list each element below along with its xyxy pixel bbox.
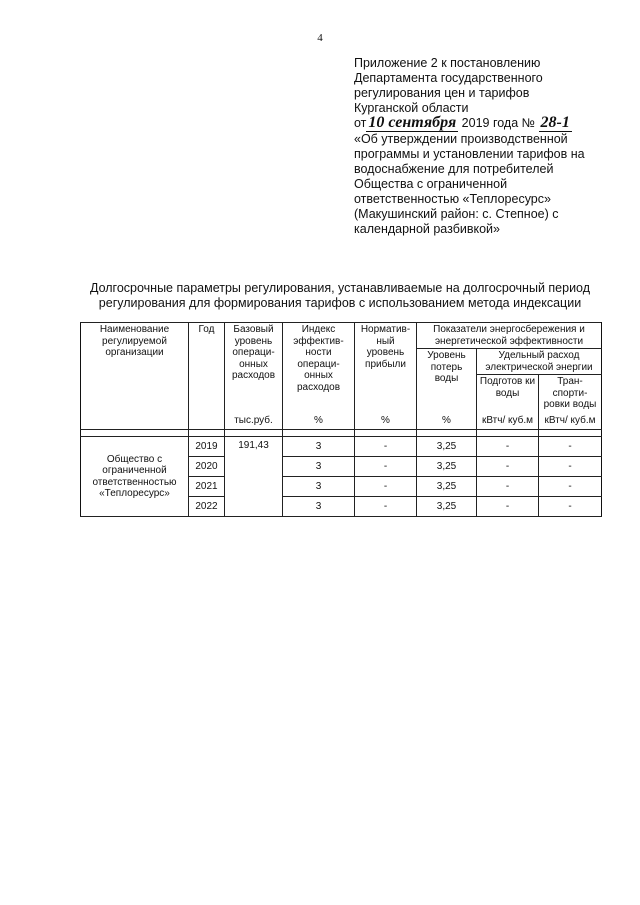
organization-name: Общество с ограниченной ответственностью «Теплоресурс»: [81, 437, 189, 517]
row-prep: -: [477, 477, 539, 497]
page-number: 4: [317, 32, 323, 44]
spacer-cell: [477, 430, 539, 437]
header-water-transport: Тран-спорти-ровки воды: [539, 375, 602, 412]
units-base-level: тыс.руб.: [225, 412, 283, 430]
spacer-cell: [81, 430, 189, 437]
handwritten-number: 28-1: [540, 114, 570, 131]
annex-line: регулирования цен и тарифов: [354, 86, 530, 100]
row-transport: -: [539, 437, 602, 457]
row-prep: -: [477, 457, 539, 477]
annex-title-line: программы и установлении тарифов на: [354, 147, 585, 161]
row-efficiency: 3: [283, 437, 355, 457]
units-water-loss: %: [417, 412, 477, 430]
handwritten-date: 10 сентября: [368, 114, 457, 131]
header-specific-consumption: Удельный расход электрической энергии: [477, 349, 602, 375]
row-loss: 3,25: [417, 497, 477, 517]
units-year-empty: [189, 412, 225, 430]
document-title-line: регулирования для формирования тарифов с использованием метода индексации: [98, 296, 582, 310]
annex-title-line: ответственностью «Теплоресурс»: [354, 192, 551, 206]
row-efficiency: 3: [283, 457, 355, 477]
row-efficiency: 3: [283, 477, 355, 497]
base-value: 191,43: [225, 437, 283, 517]
row-year: 2020: [189, 457, 225, 477]
spacer-cell: [225, 430, 283, 437]
annex-title-line: водоснабжение для потребителей: [354, 162, 554, 176]
row-transport: -: [539, 457, 602, 477]
header-org-name: Наименование регулируемой организации: [81, 323, 189, 412]
row-loss: 3,25: [417, 437, 477, 457]
header-water-loss: Уровень потерь воды: [417, 349, 477, 412]
annex-title-line: (Макушинский район: с. Степное) с: [354, 207, 559, 221]
annex-line: Курганской области: [354, 101, 469, 115]
row-profit: -: [355, 457, 417, 477]
annex-line: Приложение 2 к постановлению: [354, 56, 541, 70]
annex-block: [354, 56, 624, 237]
annex-date-line: [354, 116, 624, 132]
annex-title-line: календарной разбивкой»: [354, 222, 500, 236]
row-transport: -: [539, 477, 602, 497]
parameters-table: [80, 322, 602, 517]
annex-title-line: «Об утверждении производственной: [354, 132, 568, 146]
spacer-cell: [539, 430, 602, 437]
row-profit: -: [355, 437, 417, 457]
units-water-transport: кВтч/ куб.м: [539, 412, 602, 430]
units-efficiency-index: %: [283, 412, 355, 430]
spacer-cell: [283, 430, 355, 437]
row-loss: 3,25: [417, 477, 477, 497]
date-prefix: от: [354, 116, 367, 130]
document-title-line: Долгосрочные параметры регулирования, устанавливаемые на долгосрочный период: [89, 281, 591, 295]
row-transport: -: [539, 497, 602, 517]
header-energy-indicators: Показатели энергосбережения и энергетической эффективности: [417, 323, 602, 349]
header-base-level: Базовый уровень операци-онных расходов: [225, 323, 283, 412]
year-text: 2019 года №: [461, 116, 536, 130]
row-loss: 3,25: [417, 457, 477, 477]
header-profit-norm: Норматив-ный уровень прибыли: [355, 323, 417, 412]
units-water-prep: кВтч/ куб.м: [477, 412, 539, 430]
spacer-cell: [355, 430, 417, 437]
row-profit: -: [355, 477, 417, 497]
document-title: [60, 281, 620, 311]
header-efficiency-index: Индекс эффектив-ности операци-онных расходов: [283, 323, 355, 412]
row-profit: -: [355, 497, 417, 517]
header-year: Год: [189, 323, 225, 412]
row-year: 2019: [189, 437, 225, 457]
spacer-cell: [417, 430, 477, 437]
header-water-prep: Подготов ки воды: [477, 375, 539, 412]
row-prep: -: [477, 497, 539, 517]
annex-line: Департамента государственного: [354, 71, 543, 85]
row-year: 2021: [189, 477, 225, 497]
row-prep: -: [477, 437, 539, 457]
spacer-cell: [189, 430, 225, 437]
units-org-empty: [81, 412, 189, 430]
row-year: 2022: [189, 497, 225, 517]
row-efficiency: 3: [283, 497, 355, 517]
annex-title-line: Общества с ограниченной: [354, 177, 508, 191]
units-profit-norm: %: [355, 412, 417, 430]
